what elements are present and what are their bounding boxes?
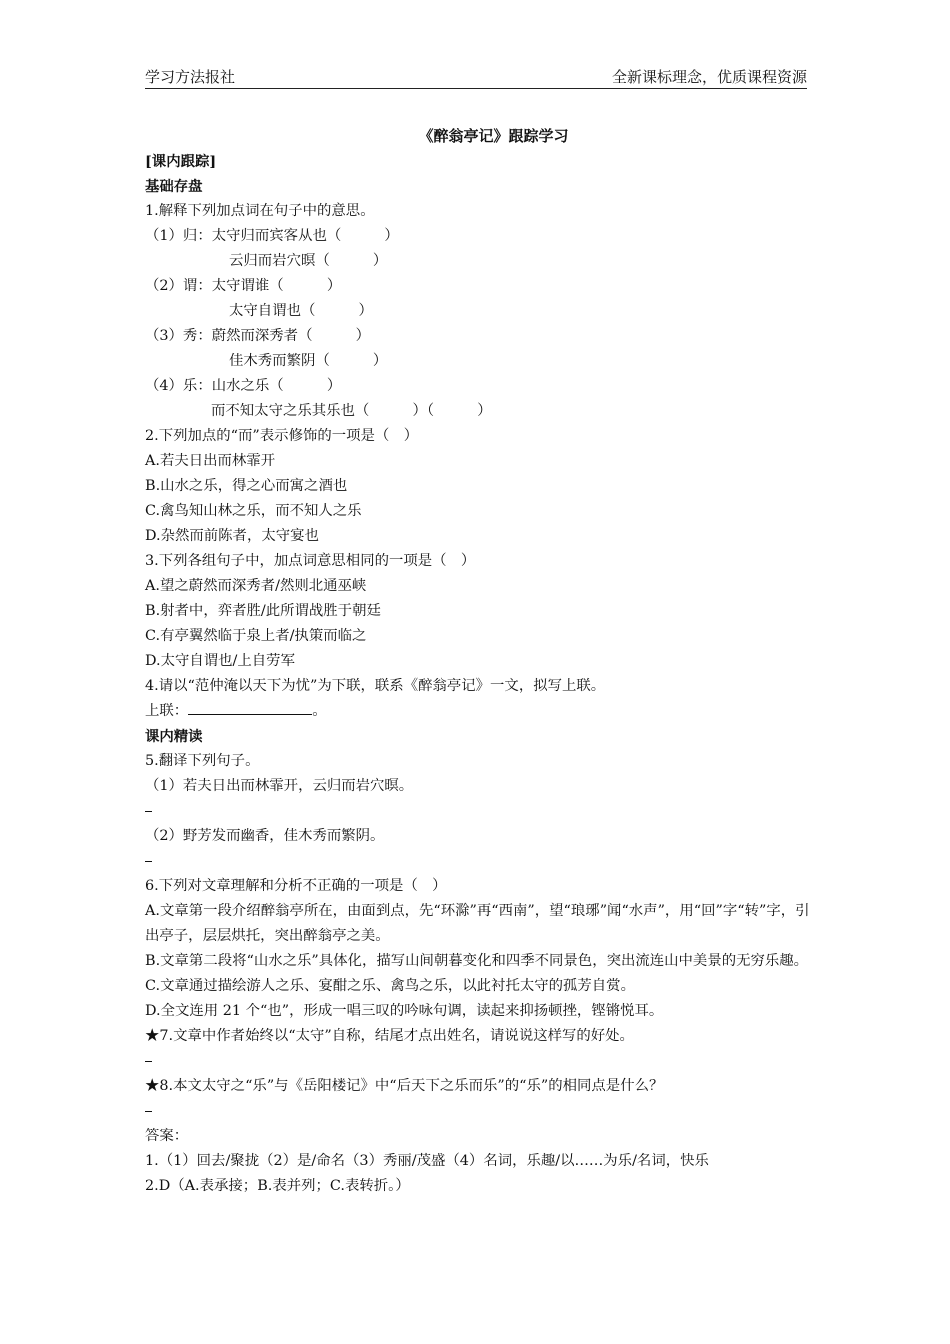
q1-item: （2）谓：太守谓谁（ ） <box>145 278 342 294</box>
q1-item: 太守自谓也（ ） <box>229 303 373 319</box>
answer-blank <box>145 849 810 874</box>
page-header <box>145 66 807 89</box>
q2-option: B.山水之乐，得之心而寓之酒也 <box>145 478 348 494</box>
q1-item: （1）归：太守归而宾客从也（ ） <box>145 228 399 244</box>
q4-label: 上联： <box>145 703 189 719</box>
q4-period: 。 <box>312 703 327 719</box>
q6-option: C.文章通过描绘游人之乐、宴酣之乐、禽鸟之乐，以此衬托太守的孤芳自赏。 <box>145 978 635 994</box>
page-title: 《醉翁亭记》跟踪学习 <box>418 127 569 145</box>
answer-blank <box>145 1049 810 1074</box>
question-6: 6.下列对文章理解和分析不正确的一项是（ ） <box>145 878 447 894</box>
q6-option: A.文章第一段介绍醉翁亭所在，由面到点，先“环滁”再“西南”，望“琅琊”闻“水声”，用“回”字“转”字，引出亭子，层层烘托，突出醉翁亭之美。 <box>145 903 810 944</box>
question-4: 4.请以“范仲淹以天下为忧”为下联，联系《醉翁亭记》一文，拟写上联。 <box>145 678 606 694</box>
question-8: ★8.本文太守之“乐”与《岳阳楼记》中“后天下之乐而乐”的“乐”的相同点是什么？ <box>145 1078 664 1094</box>
document-body <box>145 124 810 1199</box>
question-7: ★7.文章中作者始终以“太守”自称，结尾才点出姓名，请说说这样写的好处。 <box>145 1028 634 1044</box>
header-left: 学习方法报社 <box>145 68 236 86</box>
answer-blank <box>145 799 810 824</box>
q2-option: D.杂然而前陈者，太守宴也 <box>145 528 319 544</box>
q3-option: B.射者中，弈者胜/此所谓战胜于朝廷 <box>145 603 381 619</box>
q1-item: 云归而岩穴暝（ ） <box>229 253 388 269</box>
q1-item: 而不知太守之乐其乐也（ ）（ ） <box>211 403 492 419</box>
header-right: 全新课标理念，优质课程资源 <box>611 68 807 86</box>
answer-item: 2.D（A.表承接；B.表并列；C.表转折。） <box>145 1178 410 1194</box>
section-heading: [课内跟踪] <box>145 153 217 170</box>
question-5: 5.翻译下列句子。 <box>145 753 260 769</box>
q2-option: A.若夫日出而林霏开 <box>145 453 276 469</box>
subsection-heading: 基础存盘 <box>145 178 203 195</box>
question-3: 3.下列各组句子中，加点词意思相同的一项是（ ） <box>145 553 476 569</box>
q1-item: （3）秀：蔚然而深秀者（ ） <box>145 328 371 344</box>
q6-option: B.文章第二段将“山水之乐”具体化，描写山间朝暮变化和四季不同景色，突出流连山中美景的无穷乐趣。 <box>145 953 809 969</box>
question-1: 1.解释下列加点词在句子中的意思。 <box>145 203 375 219</box>
q3-option: C.有亭翼然临于泉上者/执策而临之 <box>145 628 367 644</box>
q1-item: 佳木秀而繁阴（ ） <box>229 353 388 369</box>
q5-item: （1）若夫日出而林霏开，云归而岩穴暝。 <box>145 778 414 794</box>
answer-blank <box>145 1099 810 1124</box>
answer-item: 1.（1）回去/聚拢（2）是/命名（3）秀丽/茂盛（4）名词，乐趣/以……为乐/名词，快乐 <box>145 1153 709 1169</box>
answers-heading: 答案： <box>145 1128 189 1144</box>
subsection-heading: 课内精读 <box>145 728 203 745</box>
answer-blank <box>188 700 312 715</box>
q2-option: C.禽鸟知山林之乐，而不知人之乐 <box>145 503 362 519</box>
q4-answer-line <box>145 699 810 724</box>
q1-item: （4）乐：山水之乐（ ） <box>145 378 342 394</box>
q3-option: A.望之蔚然而深秀者/然则北通巫峡 <box>145 578 367 594</box>
question-2: 2.下列加点的“而”表示修饰的一项是（ ） <box>145 428 419 444</box>
q3-option: D.太守自谓也/上自劳军 <box>145 653 295 669</box>
q6-option: D.全文连用 21 个“也”，形成一唱三叹的吟咏句调，读起来抑扬顿挫，铿锵悦耳。 <box>145 1003 664 1019</box>
q5-item: （2）野芳发而幽香，佳木秀而繁阴。 <box>145 828 385 844</box>
